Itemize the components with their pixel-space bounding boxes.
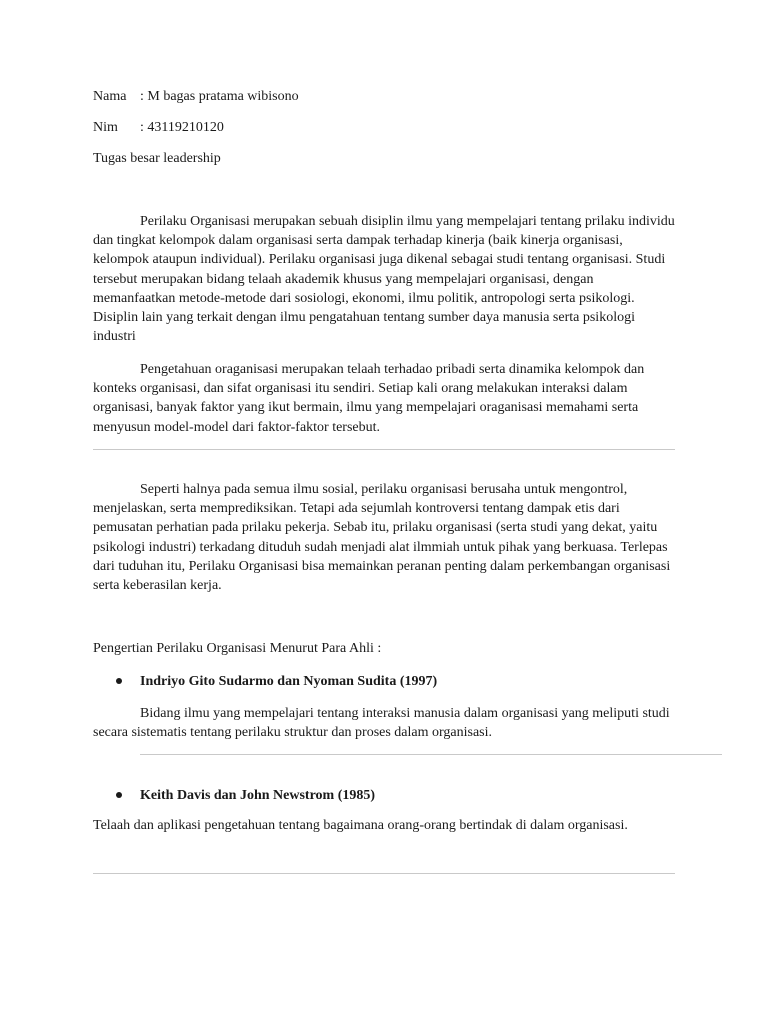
nim-value: : 43119210120	[140, 120, 224, 135]
expert-2-text: Telaah dan aplikasi pengetahuan tentang bagaimana orang-orang bertindak di dalam organisasi.	[93, 818, 628, 833]
nama-value: : M bagas pratama wibisono	[140, 89, 299, 104]
paragraph-1: Perilaku Organisasi merupakan sebuah disiplin ilmu yang mempelajari tentang prilaku individu dan tingkat kelompok dalam organisasi serta dampak terhadap kinerja (baik kinerja organisasi, kelompok ataupun individual). Perilaku organisasi juga dikenal sebagai studi tentang organisasi. Studi tersebut merupakan bidang telaah akademik khusus yang mempelajari organisasi, dengan memanfaatkan metode-metode dari sosiologi, ekonomi, ilmu politik, antropologi serta psikologi. Disiplin lain yang terkait dengan ilmu pengatahuan tentang sumber daya manusia serta psikologi industri	[93, 214, 675, 345]
bullet-icon	[116, 678, 122, 684]
expert-1-item	[116, 672, 437, 691]
subject-line: Tugas besar leadership	[93, 151, 221, 166]
bullet-icon	[116, 792, 122, 798]
expert-2-name: Keith Davis dan John Newstrom (1985)	[140, 788, 376, 803]
nim-label: Nim	[93, 120, 118, 135]
paragraph-3: Seperti halnya pada semua ilmu sosial, perilaku organisasi berusaha untuk mengontrol, menjelaskan, serta memprediksikan. Tetapi ada sejumlah kontroversi tentang dampak etis dari pemusatan perhatian pada prilaku pekerja. Sebab itu, prilaku organisasi (serta studi yang dekat, yaitu psikologi industri) terkadang dituduh sudah menjadi alat ilmmiah untuk pihak yang berkuasa. Terlepas dari tuduhan itu, Perilaku Organisasi bisa memainkan peranan penting dalam perkembangan organisasi serta keberasilan kerja.	[93, 482, 671, 594]
experts-heading: Pengertian Perilaku Organisasi Menurut Para Ahli :	[93, 641, 382, 656]
section-divider	[93, 449, 675, 450]
nama-label: Nama	[93, 89, 127, 104]
expert-1-name: Indriyo Gito Sudarmo dan Nyoman Sudita (1997)	[140, 674, 438, 689]
bottom-divider	[93, 873, 675, 874]
expert-1-text: Bidang ilmu yang mempelajari tentang interaksi manusia dalam organisasi yang meliputi studi secara sistematis tentang perilaku struktur dan proses dalam organisasi.	[93, 706, 670, 741]
expert-divider	[140, 754, 722, 755]
expert-2-item	[116, 786, 375, 805]
paragraph-2: Pengetahuan oraganisasi merupakan telaah terhadao pribadi serta dinamika kelompok dan konteks organisasi, dan sifat organisasi itu sendiri. Setiap kali orang melakukan interaksi dalam organisasi, banyak faktor yang ikut bermain, ilmu yang mempelajari oraganisasi memahami serta menyusun model-model dari faktor-faktor tersebut.	[93, 362, 645, 435]
nama-line	[93, 87, 299, 106]
nim-line	[93, 118, 224, 137]
